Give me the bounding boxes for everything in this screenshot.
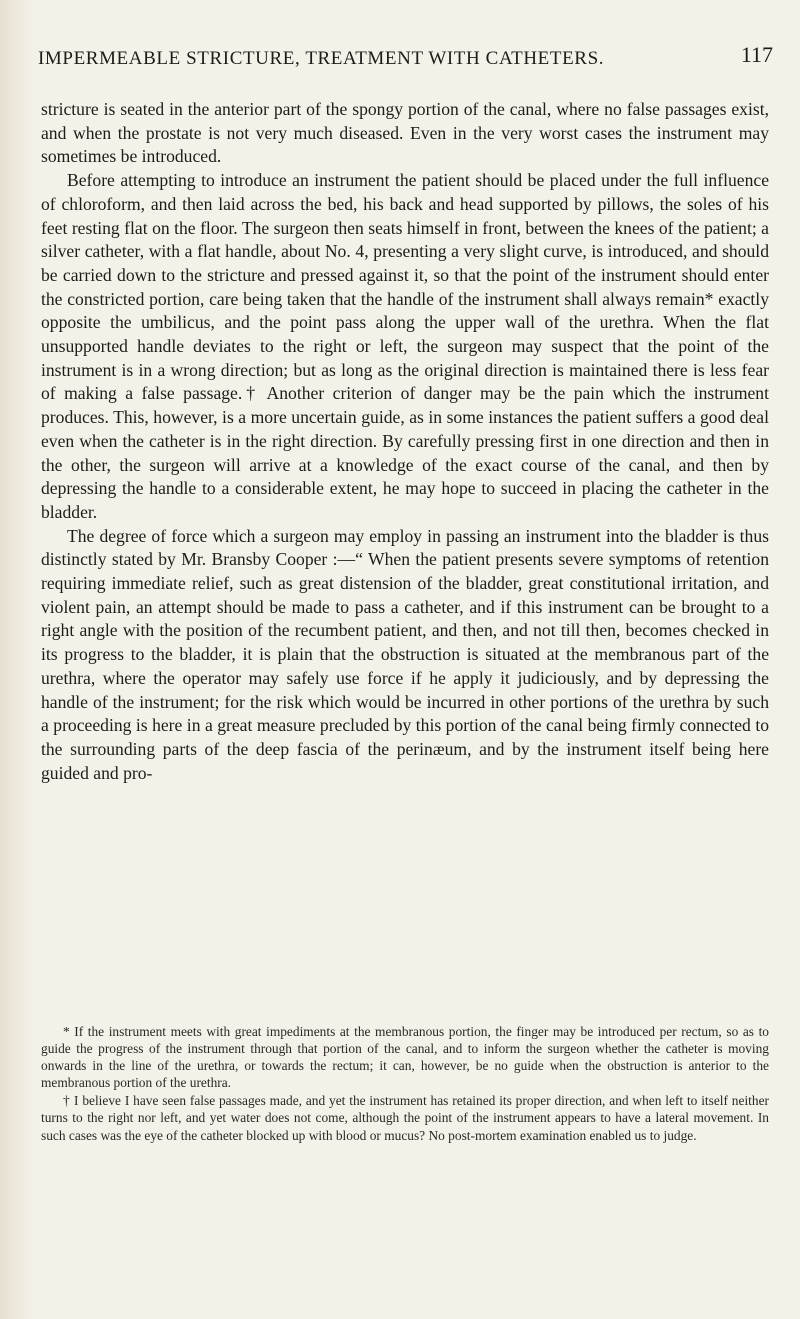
footnote-asterisk: * If the instrument meets with great impediments at the membranous portion, the finger may be introduced per rectum, so as to guide the progress of the instrument through that portion of the canal, and to inform the surgeon whether the catheter is moving onwards in the line of the urethra, or towards the rectum; it can, however, be no guide when the obstruction is anterior to the membranous portion of the urethra. bbox=[41, 1024, 769, 1091]
paragraph-3: The degree of force which a surgeon may employ in passing an instrument into the bladder is thus distinctly stated by Mr. Bransby Cooper :—“ When the patient presents severe symptoms of retention requiring immediate relief, such as great distension of the bladder, great constitutional irritation, and violent pain, an attempt should be made to pass a catheter, and if this instrument can be brought to a right angle with the position of the recumbent patient, and then, and not till then, becomes checked in its progress to the bladder, it is plain that the obstruction is situated at the membranous part of the urethra, where the operator may safely use force if he apply it judiciously, and by depressing the handle of the instrument; for the risk which would be incurred in other portions of the urethra by such a proceeding is here in a great measure precluded by this portion of the canal being firmly connected to the surrounding parts of the deep fascia of the perinæum, and by the instrument itself being here guided and pro- bbox=[41, 525, 769, 783]
footnotes bbox=[41, 1023, 769, 1145]
page-gutter bbox=[0, 0, 34, 1319]
page-number: 117 bbox=[740, 42, 773, 67]
running-title: IMPERMEABLE STRICTURE, TREATMENT WITH CATHETERS. bbox=[38, 48, 605, 69]
body-text bbox=[41, 98, 769, 785]
footnote-dagger: † I believe I have seen false passages made, and yet the instrument has retained its proper direction, and when left to itself neither turns to the right nor left, and yet water does not come, although the point of the instrument appears to have a lateral movement. In such cases was the eye of the catheter blocked up with blood or mucus? No post-mortem examination enabled us to judge. bbox=[41, 1093, 769, 1143]
paragraph-1: stricture is seated in the anterior part of the spongy portion of the canal, where no false passages exist, and when the prostate is not very much diseased. Even in the very worst cases the instrument may sometimes be introduced. bbox=[41, 99, 769, 167]
running-head bbox=[38, 42, 773, 74]
book-page bbox=[38, 0, 773, 1319]
paragraph-2: Before attempting to introduce an instrument the patient should be placed under the full influence of chloroform, and then laid across the bed, his back and head supported by pillows, the soles of his feet resting flat on the floor. The surgeon then seats himself in front, between the knees of the patient; a silver catheter, with a flat handle, about No. 4, presenting a very slight curve, is introduced, and should be carried down to the stricture and pressed against it, so that the point of the instrument should enter the constricted portion, care being taken that the handle of the instrument shall always remain* exactly opposite the umbilicus, and the point pass along the upper wall of the urethra. When the flat unsupported handle deviates to the right or left, the surgeon may suspect that the point of the instrument is in a wrong direction; but as long as the original direction is maintained there is less fear of making a false passage.† Another criterion of danger may be the pain which the instrument produces. This, however, is a more uncertain guide, as in some instances the patient suffers a good deal even when the catheter is in the right direction. By carefully pressing first in one direction and then in the other, the surgeon will arrive at a knowledge of the exact course of the canal, and then by depressing the handle to a considerable extent, he may hope to succeed in placing the catheter in the bladder. bbox=[41, 170, 769, 522]
